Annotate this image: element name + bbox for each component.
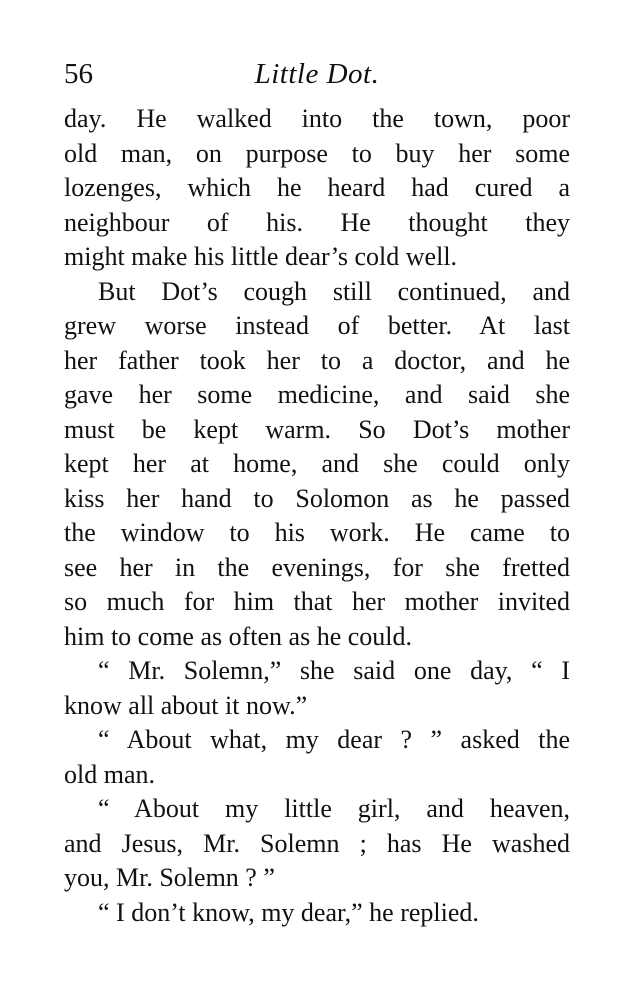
running-title: Little Dot.: [254, 58, 380, 90]
page-number: 56: [64, 58, 93, 90]
text-line: and Jesus, Mr. Solemn ; has He washed: [64, 828, 570, 858]
body-text: [64, 102, 570, 930]
text-line: you, Mr. Solemn ? ”: [64, 863, 275, 892]
text-line: “ About my little girl, and heaven,: [98, 794, 570, 823]
text-line: day. He walked into the town, poor: [64, 104, 570, 133]
text-line: kiss her hand to Solomon as he passed: [64, 483, 570, 513]
text-line: him to come as often as he could.: [64, 621, 413, 651]
text-line: kept her at home, and she could only: [64, 449, 570, 478]
text-line: her father took her to a doctor, and he: [64, 345, 570, 375]
text-line: so much for him that her mother invited: [64, 587, 570, 616]
text-line: neighbour of his. He thought they: [64, 207, 570, 237]
text-line: know all about it now.”: [64, 690, 308, 720]
text-line: “ Mr. Solemn,” she said one day, “ I: [98, 656, 570, 685]
text-line: “ I don’t know, my dear,” he replied.: [98, 897, 479, 927]
text-line: gave her some medicine, and said she: [64, 380, 570, 409]
text-line: old man, on purpose to buy her some: [64, 138, 570, 168]
text-line: lozenges, which he heard had cured a: [64, 173, 570, 202]
text-line: grew worse instead of better. At last: [64, 311, 570, 340]
text-line: must be kept warm. So Dot’s mother: [64, 414, 570, 444]
text-line: the window to his work. He came to: [64, 518, 570, 547]
text-line: see her in the evenings, for she fretted: [64, 552, 570, 582]
text-line: “ About what, my dear ? ” asked the: [98, 725, 570, 754]
text-line: might make his little dear’s cold well.: [64, 242, 458, 271]
text-line: But Dot’s cough still continued, and: [98, 276, 570, 306]
text-line: old man.: [64, 759, 155, 789]
page-header: [64, 52, 570, 96]
